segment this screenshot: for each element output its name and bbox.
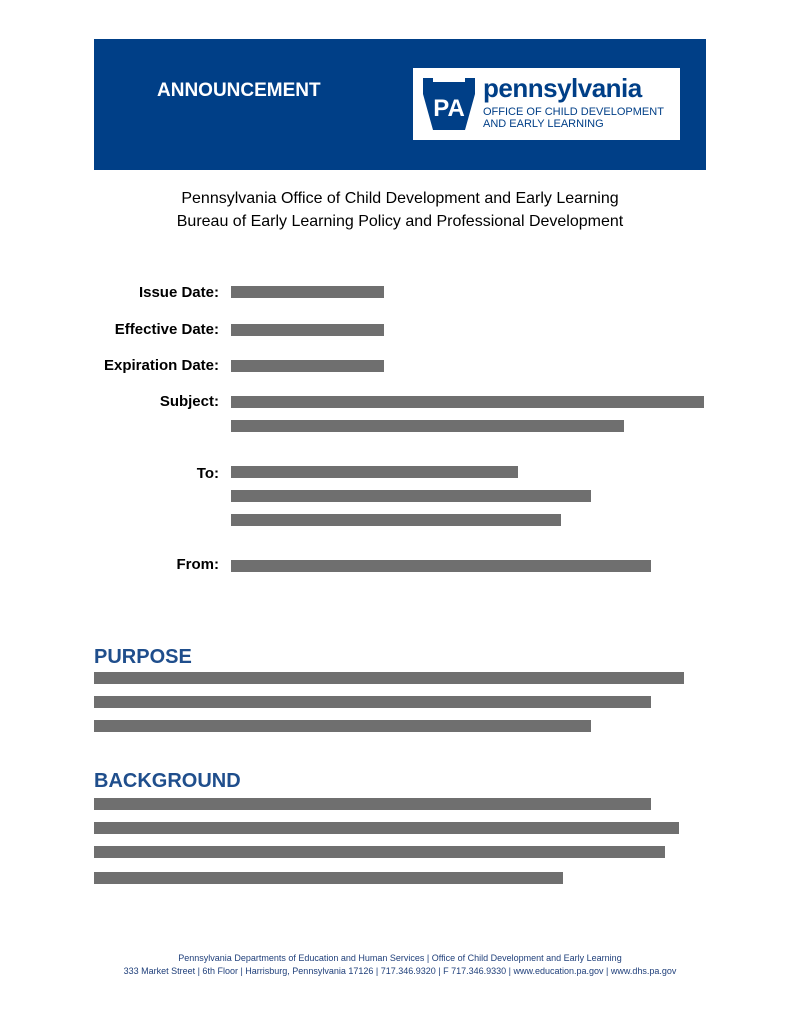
redacted-to bbox=[231, 514, 561, 526]
redacted-background bbox=[94, 822, 679, 834]
purpose-heading: PURPOSE bbox=[94, 646, 192, 668]
subject-label: Subject: bbox=[159, 393, 219, 410]
redacted-purpose bbox=[94, 720, 591, 732]
redacted-subject bbox=[231, 420, 624, 432]
redacted-purpose bbox=[94, 696, 651, 708]
redacted-background bbox=[94, 798, 651, 810]
header-banner bbox=[94, 39, 706, 170]
redacted-effective-date bbox=[231, 324, 384, 336]
logo-subtitle-2: AND EARLY LEARNING bbox=[483, 118, 604, 130]
footer-line-2: 333 Market Street | 6th Floor | Harrisburg, Pennsylvania 17126 | 717.346.9320 | F 717.346.9330 | www.education.pa.gov | www.dhs.pa.gov bbox=[123, 966, 677, 976]
footer-line-1: Pennsylvania Departments of Education and Human Services | Office of Child Development and Early Learning bbox=[178, 953, 622, 963]
expiration-date-label: Expiration Date: bbox=[103, 357, 219, 374]
effective-date-label: Effective Date: bbox=[114, 321, 219, 338]
org-line-1: Pennsylvania Office of Child Development and Early Learning bbox=[181, 190, 619, 207]
redacted-issue-date bbox=[231, 286, 384, 298]
keystone-icon bbox=[421, 76, 477, 132]
redacted-background bbox=[94, 872, 563, 884]
pa-ocdel-logo bbox=[413, 68, 680, 140]
org-line-2: Bureau of Early Learning Policy and Professional Development bbox=[176, 213, 624, 230]
logo-subtitle-1: OFFICE OF CHILD DEVELOPMENT bbox=[483, 106, 664, 118]
redacted-to bbox=[231, 466, 518, 478]
logo-name: pennsylvania bbox=[483, 73, 642, 103]
redacted-to bbox=[231, 490, 591, 502]
issue-date-label: Issue Date: bbox=[138, 284, 219, 301]
from-label: From: bbox=[176, 556, 219, 573]
redacted-from bbox=[231, 560, 651, 572]
redacted-expiration-date bbox=[231, 360, 384, 372]
background-heading: BACKGROUND bbox=[94, 770, 241, 792]
redacted-purpose bbox=[94, 672, 684, 684]
redacted-subject bbox=[231, 396, 704, 408]
announcement-title: ANNOUNCEMENT bbox=[157, 80, 321, 101]
redacted-background bbox=[94, 846, 665, 858]
logo-badge: PA bbox=[433, 95, 465, 122]
to-label: To: bbox=[196, 465, 219, 482]
